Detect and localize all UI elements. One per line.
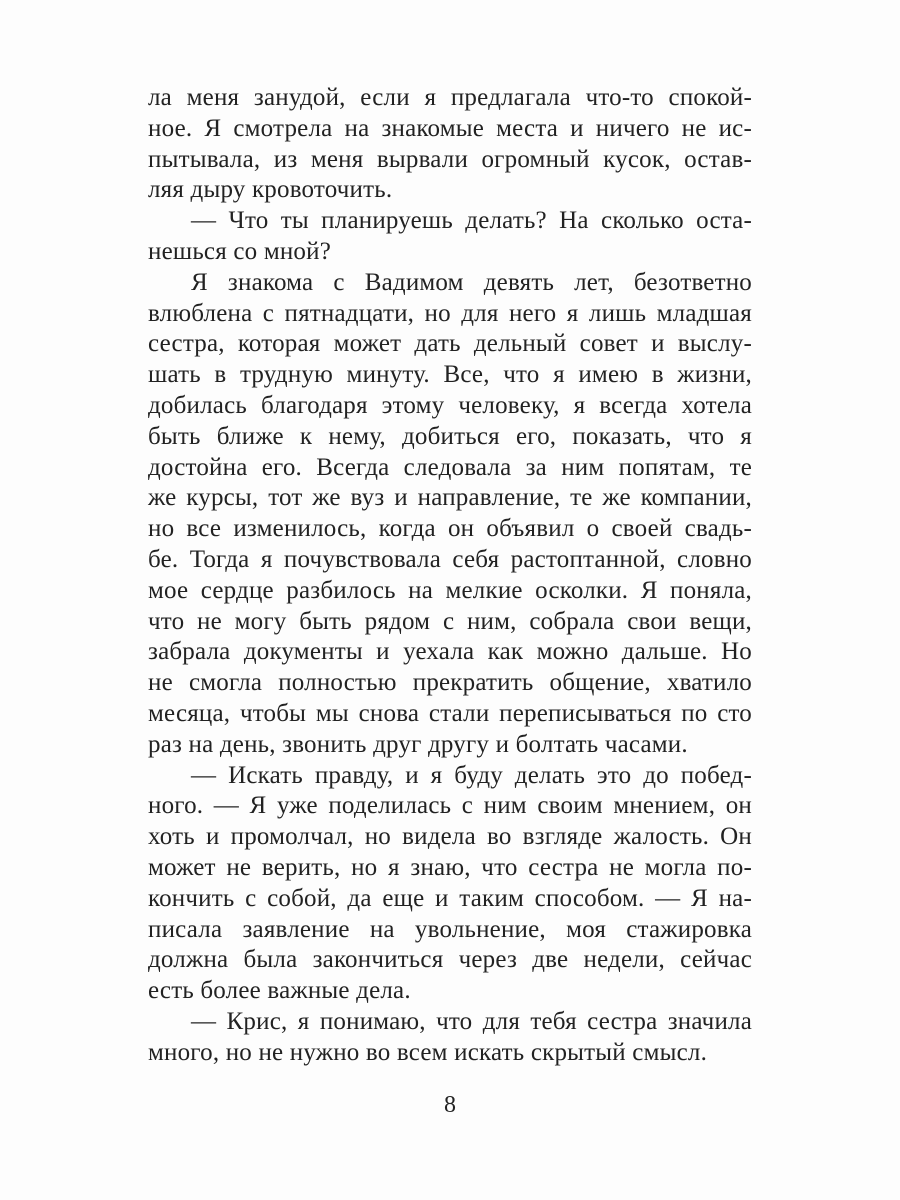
text-line: сестра, которая может дать дельный совет и выслу-: [148, 330, 752, 358]
paragraph: [148, 206, 752, 268]
text-line: добилась благодаря этому человеку, я всегда хотела: [148, 391, 752, 419]
text-line: — Крис, я понимаю, что для тебя сестра значила: [191, 1007, 752, 1035]
paragraph: [148, 268, 752, 761]
paragraph: [148, 761, 752, 1007]
text-line: раз на день, звонить друг другу и болтать часами.: [148, 730, 688, 758]
text-line: влюблена с пятнадцати, но для него я лишь младшая: [148, 299, 752, 327]
page-number: 8: [444, 1092, 456, 1118]
paragraph: [148, 83, 752, 206]
text-line: нешься со мной?: [148, 237, 331, 265]
text-line: есть более важные дела.: [148, 977, 411, 1005]
text-line: ное. Я смотрела на знакомые места и ничего не ис-: [148, 114, 752, 142]
text-line: хоть и промолчал, но видела во взгляде жалость. Он: [148, 823, 752, 851]
text-line: ла меня занудой, если я предлагала что-то спокой-: [148, 84, 752, 111]
text-line: может не верить, но я знаю, что сестра не могла по-: [148, 853, 752, 881]
text-line: не смогла полностью прекратить общение, хватило: [148, 669, 752, 697]
text-line: кончить с собой, да еще и таким способом. — Я на-: [148, 884, 752, 912]
paragraph: [148, 1007, 752, 1069]
text-line: Я знакома с Вадимом девять лет, безответно: [191, 268, 752, 296]
text-line: бе. Тогда я почувствовала себя растоптанной, словно: [148, 545, 752, 573]
text-line: мое сердце разбилось на мелкие осколки. Я поняла,: [148, 576, 752, 604]
text-line: достойна его. Всегда следовала за ним попятам, те: [148, 453, 752, 481]
text-line: — Что ты планируешь делать? На сколько оста-: [191, 207, 752, 235]
body-text: [148, 83, 752, 1069]
text-line: же курсы, тот же вуз и направление, те же компании,: [148, 484, 752, 512]
text-line: забрала документы и уехала как можно дальше. Но: [148, 638, 752, 666]
text-line: ляя дыру кровоточить.: [148, 176, 393, 204]
text-line: писала заявление на увольнение, моя стажировка: [148, 915, 752, 943]
text-line: месяца, чтобы мы снова стали переписываться по сто: [148, 699, 752, 727]
text-line: но все изменилось, когда он объявил о своей свадь-: [148, 515, 752, 543]
text-line: что не могу быть рядом с ним, собрала свои вещи,: [148, 607, 752, 635]
text-line: должна была закончиться через две недели, сейчас: [148, 946, 752, 974]
text-line: пытывала, из меня вырвали огромный кусок, остав-: [148, 145, 752, 173]
text-line: шать в трудную минуту. Все, что я имею в жизни,: [148, 361, 752, 389]
text-line: много, но не нужно во всем искать скрытый смысл.: [148, 1038, 708, 1066]
text-line: ного. — Я уже поделилась с ним своим мнением, он: [148, 792, 752, 820]
text-line: — Искать правду, и я буду делать это до побед-: [191, 761, 752, 789]
text-line: быть ближе к нему, добиться его, показать, что я: [148, 422, 752, 450]
